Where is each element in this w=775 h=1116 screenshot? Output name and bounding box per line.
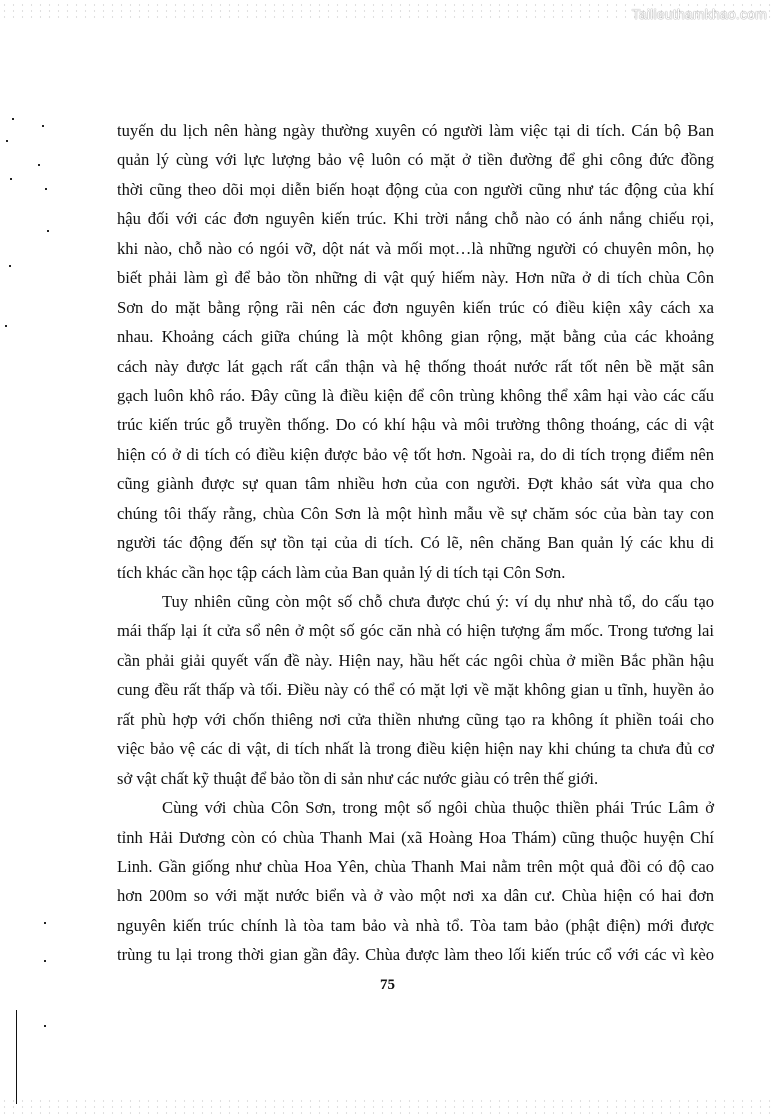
text-line: tỉnh Hải Dương còn có chùa Thanh Mai (xã Hoàng Hoa Thám) cũng thuộc huyện Chí: [117, 827, 714, 847]
text-line: mái thấp lại ít cửa sổ nên ở một số góc căn nhà có hiện tượng ẩm mốc. Trong tương lai: [117, 621, 714, 641]
text-line: sở vật chất kỹ thuật để bảo tồn di sản như các nước giàu có trên thế giới.: [117, 768, 599, 788]
text-line: hơn 200m so với mặt nước biển và ở vào một nơi xa dân cư. Chùa hiện có hai đơn: [117, 886, 714, 906]
scan-speck: [12, 118, 14, 120]
text-line: rất phù hợp với chốn thiêng nơi cửa thiền nhưng cũng tạo ra không ít phiền toái cho: [117, 709, 714, 729]
text-line: chúng tôi thấy rằng, chùa Côn Sơn là một hình mẫu về sự chăm sóc của bàn tay con: [117, 503, 714, 523]
text-line: gạch luôn khô ráo. Đây cũng là điều kiện để côn trùng không thể xâm hại vào các cấu: [117, 385, 714, 405]
text-line: cần phải giải quyết vấn đề này. Hiện nay, hầu hết các ngôi chùa ở miền Bắc phần hậu: [117, 650, 714, 670]
scan-speck: [6, 140, 8, 142]
text-line: hậu đối với các đơn nguyên kiến trúc. Khi trời nắng chỗ nào có ánh nắng chiếu rọi,: [117, 209, 714, 229]
scan-speck: [9, 265, 11, 267]
paragraph-2: [117, 587, 714, 793]
text-line: việc bảo vệ các di vật, di tích nhất là trong điều kiện hiện nay khi chúng ta chưa đủ cơ: [117, 739, 714, 759]
scan-margin-line: [16, 1010, 17, 1104]
document-body: [117, 116, 714, 970]
text-line: trúc kiến trúc gỗ truyền thống. Do có khí hậu và môi trường thông thoáng, các di vật: [117, 415, 714, 435]
text-line: tuyến du lịch nên hàng ngày thường xuyên có người làm việc tại di tích. Cán bộ Ban: [117, 121, 714, 140]
text-line: nhau. Khoảng cách giữa chúng là một không gian rộng, mặt bằng của các khoảng: [117, 327, 714, 347]
text-line: trùng tu lại trong thời gian gần đây. Chùa được làm theo lối kiến trúc cổ với các vì kèo: [117, 945, 714, 965]
scan-speck: [47, 230, 49, 232]
text-line: cung đều rất thấp và tối. Điều này có thể có mặt lợi về mặt không gian u tĩnh, huyền ảo: [117, 680, 714, 700]
watermark: Tailieuthamkhao.com: [631, 6, 767, 22]
page-number: 75: [380, 977, 395, 993]
scan-noise-bottom: [0, 1098, 775, 1116]
text-line: tích khác cần học tập cách làm của Ban quản lý di tích tại Côn Sơn.: [117, 562, 566, 582]
text-line: Linh. Gần giống như chùa Hoa Yên, chùa Thanh Mai nằm trên một quả đồi có độ cao: [117, 856, 714, 876]
text-line: cũng giành được sự quan tâm nhiều hơn của con người. Đợt khảo sát vừa qua cho: [117, 474, 714, 494]
scan-speck: [10, 178, 12, 180]
paragraph-3: [117, 793, 714, 970]
text-line: Sơn do mặt bằng rộng rãi nên các đơn nguyên kiến trúc có điều kiện xây cách xa: [117, 297, 714, 317]
scan-speck: [42, 125, 44, 127]
text-line: người tác động đến sự tồn tại của di tích. Có lẽ, nên chăng Ban quản lý các khu di: [117, 533, 714, 553]
scan-speck: [45, 188, 47, 190]
scan-speck: [44, 1025, 46, 1027]
text-line: biết phải làm gì để bảo tồn những di vật quý hiếm này. Hơn nữa ở di tích chùa Côn: [117, 268, 714, 288]
scan-speck: [5, 325, 7, 327]
text-line: nguyên kiến trúc chính là tòa tam bảo và nhà tổ. Tòa tam bảo (phật điện) mới được: [117, 915, 714, 935]
text-line: thời cũng theo dõi mọi diễn biến hoạt động của con người cũng như tác động của khí: [117, 179, 714, 199]
text-line: Tuy nhiên cũng còn một số chỗ chưa được chú ý: ví dụ như nhà tổ, do cấu tạo: [162, 592, 714, 611]
text-line: hiện có ở di tích có điều kiện được bảo vệ tốt hơn. Ngoài ra, do di tích trọng điểm nên: [117, 444, 714, 464]
text-line: quản lý cùng với lực lượng bảo vệ luôn có mặt ở tiền đường để ghi công đức đồng: [117, 150, 714, 170]
scan-speck: [38, 164, 40, 166]
text-line: cách này được lát gạch rất cẩn thận và hệ thống thoát nước rất tốt nên bề mặt sân: [117, 356, 714, 376]
scan-speck: [44, 960, 46, 962]
text-line: Cùng với chùa Côn Sơn, trong một số ngôi chùa thuộc thiền phái Trúc Lâm ở: [162, 798, 714, 818]
paragraph-1: [117, 116, 714, 587]
text-line: khi nào, chỗ nào có ngói vỡ, dột nát và mối mọt…là những người có chuyên môn, họ: [117, 238, 714, 258]
scan-speck: [44, 922, 46, 924]
